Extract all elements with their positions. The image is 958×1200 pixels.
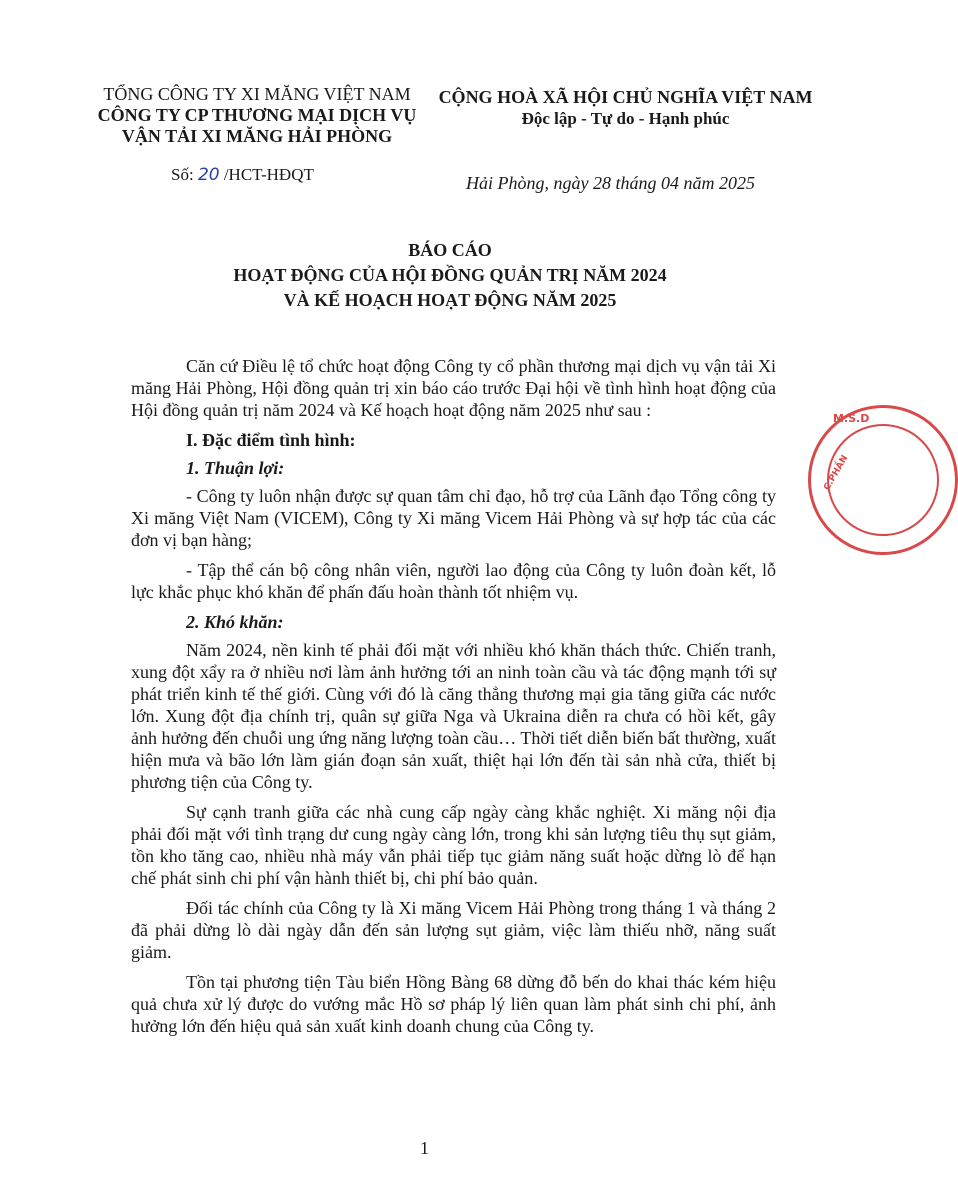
company-seal-stamp (808, 405, 958, 555)
section-heading: I. Đặc điểm tình hình: (186, 430, 356, 450)
title-line-1: BÁO CÁO (408, 240, 492, 260)
nation-name: CỘNG HOÀ XÃ HỘI CHỦ NGHĨA VIỆT NAM (438, 87, 813, 107)
title-line-2: HOẠT ĐỘNG CỦA HỘI ĐỒNG QUẢN TRỊ NĂM 2024 (233, 265, 667, 285)
difficulties-paragraph-4: Tồn tại phương tiện Tàu biển Hồng Bàng 68 dừng đỗ bến do khai thác kém hiệu quả chưa xử lý được do vướng mắc Hồ sơ pháp lý liên quan làm phát sinh chi phí, ảnh hưởng lớn đến hiệu quả sản xuất kinh doanh chung của Công ty. (131, 972, 776, 1036)
advantages-paragraph-2: - Tập thể cán bộ công nhân viên, người lao động của Công ty luôn đoàn kết, lỗ lực khắc phục khó khăn để phấn đấu hoàn thành tốt nhiệm vụ. (131, 560, 776, 602)
company-name-line2: VẬN TẢI XI MĂNG HẢI PHÒNG (121, 126, 393, 146)
subsection-heading-difficulties: 2. Khó khăn: (186, 612, 284, 632)
difficulties-paragraph-2: Sự cạnh tranh giữa các nhà cung cấp ngày càng khắc nghiệt. Xi măng nội địa phải đối mặt với tình trạng dư cung ngày càng lớn, trong khi sản lượng tiêu thụ sụt giảm, tồn kho tăng cao, nhiều nhà máy vẫn phải tiếp tục giảm năng suất hoặc dừng lò để hạn chế phát sinh chi phí vận hành thiết bị, chi phí bảo quản. (131, 802, 776, 888)
advantages-paragraph-1: - Công ty luôn nhận được sự quan tâm chỉ đạo, hỗ trợ của Lãnh đạo Tổng công ty Xi măng Việt Nam (VICEM), Công ty Xi măng Vicem Hải Phòng và sự hợp tác của các đơn vị bạn hàng; (131, 486, 776, 550)
national-header (428, 86, 823, 130)
seal-text-side: C.PHẦN (822, 453, 851, 493)
document-number-prefix: Số: (171, 165, 194, 184)
document-number (171, 165, 314, 185)
difficulties-paragraph-3: Đối tác chính của Công ty là Xi măng Vicem Hải Phòng trong tháng 1 và tháng 2 đã phải dừng lò dài ngày dẫn đến sản lượng sụt giảm, việc làm thiếu nhỡ, năng suất giảm. (131, 898, 776, 962)
difficulties-paragraph-1: Năm 2024, nền kinh tế phải đối mặt với nhiều khó khăn thách thức. Chiến tranh, xung đột xẩy ra ở nhiều nơi làm ảnh hưởng tới an ninh toàn cầu và tác động mạnh tới sự phát triển kinh tế thế giới. Cùng với đó là căng thẳng thương mại gia tăng giữa các nước lớn. Xung đột địa chính trị, quân sự giữa Nga và Ukraina diễn ra chưa có hồi kết, gây ảnh hưởng đến chuỗi ung ứng năng lượng toàn cầu… Thời tiết diễn biến bất thường, xuất hiện mưa và bão lớn làm gián đoạn sản xuất, thiệt hại lớn đến tài sản nhà cửa, thiết bị phương tiện của Công ty. (131, 640, 776, 792)
parent-organization: TỔNG CÔNG TY XI MĂNG VIỆT NAM (103, 84, 411, 104)
document-number-handwritten: 20 (197, 165, 220, 185)
page-number: 1 (420, 1138, 429, 1158)
title-line-3: VÀ KẾ HOẠCH HOẠT ĐỘNG NĂM 2025 (283, 290, 617, 310)
document-body (131, 355, 776, 1045)
subsection-heading-advantages: 1. Thuận lợi: (186, 458, 285, 478)
seal-text-top: M.S.D (833, 412, 870, 425)
company-name-line1: CÔNG TY CP THƯƠNG MẠI DỊCH VỤ (97, 105, 417, 125)
intro-paragraph: Căn cứ Điều lệ tổ chức hoạt động Công ty cổ phần thương mại dịch vụ vận tải Xi măng Hải Phòng, Hội đồng quản trị xin báo cáo trước Đại hội về tình hình hoạt động của Hội đồng quản trị năm 2024 và Kế hoạch hoạt động năm 2025 như sau : (131, 356, 776, 420)
seal-inner-ring (827, 424, 939, 536)
document-date: Hải Phòng, ngày 28 tháng 04 năm 2025 (466, 173, 755, 193)
document-number-suffix: /HCT-HĐQT (223, 165, 314, 184)
national-motto: Độc lập - Tự do - Hạnh phúc (521, 109, 730, 128)
document-title (130, 238, 770, 313)
issuer-header (84, 84, 430, 147)
